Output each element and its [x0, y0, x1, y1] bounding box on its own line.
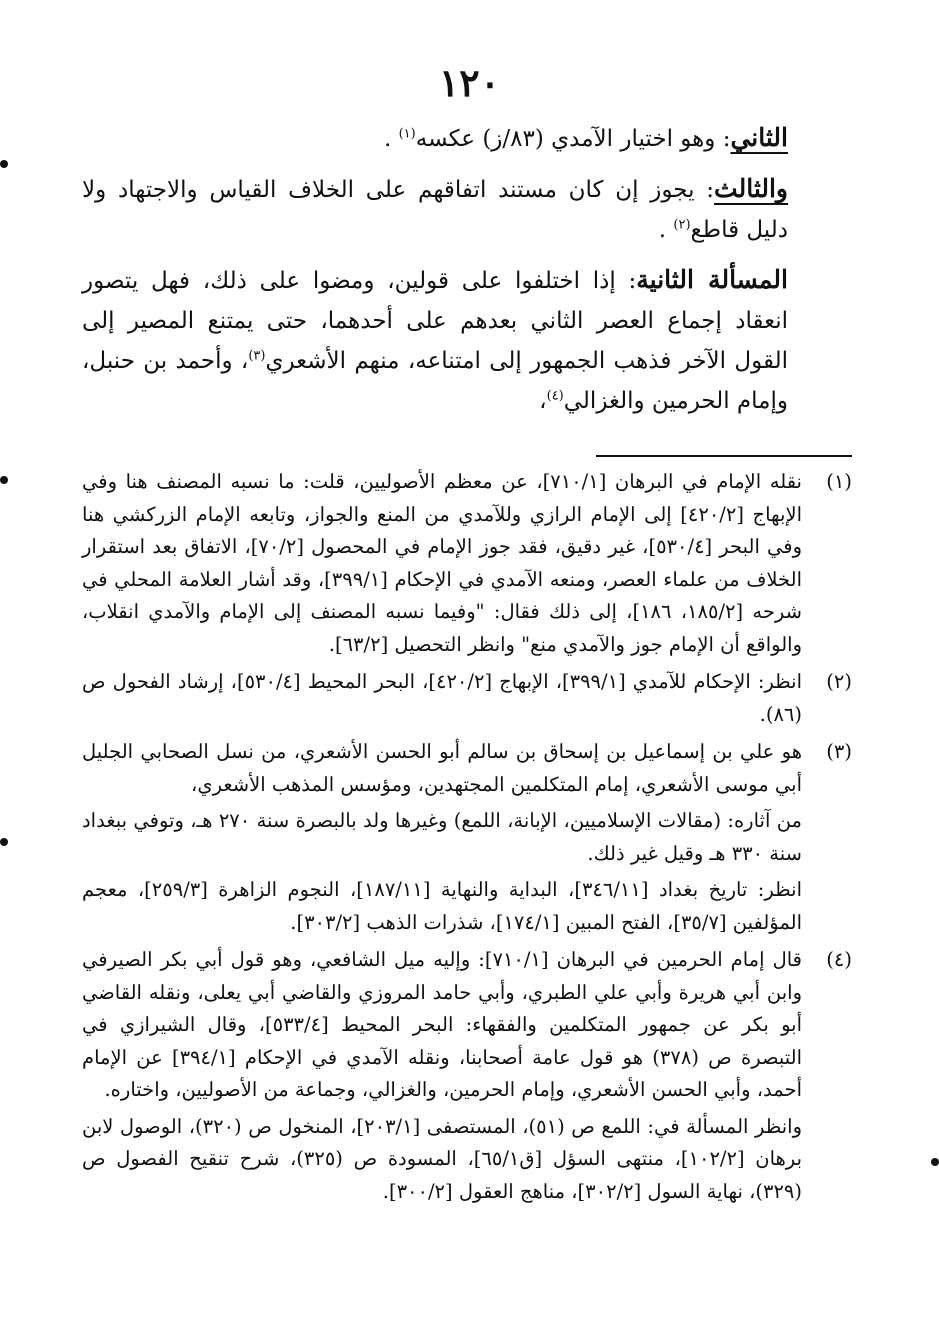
footnote-ref[interactable]: (٣) — [248, 348, 266, 364]
paragraph-third-opinion — [82, 169, 788, 250]
footnote-4 — [82, 944, 852, 1208]
footnote-2 — [82, 666, 852, 731]
paragraph-second-issue — [82, 260, 788, 421]
footnote-ref[interactable]: (١) — [398, 126, 416, 142]
paragraph-end: . — [658, 217, 674, 243]
paragraph-heading: والثالث — [714, 174, 788, 203]
footnote-mark: (٤) — [826, 948, 852, 971]
footnote-text: انظر: الإحكام للآمدي [٣٩٩/١]، الإبهاج [٤٢٠/٢]، البحر المحيط [٥٣٠/٤]، إرشاد الفحول ص (٨٦). — [82, 670, 802, 726]
footnote-mark: (١) — [826, 470, 852, 493]
paragraph-end: ، — [539, 388, 547, 414]
paragraph-text: : إذا اختلفوا على قولين، ومضوا على ذلك، فهل يتصور انعقاد إجماع العصر الثاني بعدهم على أحدهما، حتى يمتنع المصير إلى القول الآخر فذهب الجمهور إلى امتناعه، منهم الأشعري — [82, 268, 788, 374]
main-text — [82, 118, 788, 431]
footnote-separator — [596, 455, 852, 457]
footnote-1 — [82, 466, 852, 661]
paragraph-heading: المسألة الثانية — [636, 265, 788, 294]
paragraph-text: : يجوز إن كان مستند اتفاقهم على الخلاف القياس والاجتهاد ولا دليل قاطع — [82, 177, 788, 243]
footnote-ref[interactable]: (٤) — [546, 388, 564, 404]
footnote-text: انظر: تاريخ بغداد [٣٤٦/١١]، البداية والنهاية [١٨٧/١١]، النجوم الزاهرة [٢٥٩/٣]، معجم المؤلفين [٣٥/٧]، الفتح المبين [١٧٤/١]، شذرات الذهب [٣٠٣/٢]. — [82, 878, 802, 934]
footnote-3 — [82, 736, 852, 939]
scan-mark — [931, 1158, 939, 1166]
scan-mark — [0, 838, 8, 846]
paragraph-end: . — [383, 126, 399, 152]
scan-mark — [0, 476, 8, 484]
paragraph-text: : وهو اختيار الآمدي (٨٣/ز) عكسه — [415, 126, 731, 152]
footnote-text: من آثاره: (مقالات الإسلاميين، الإبانة، اللمع) وغيرها ولد بالبصرة سنة ٢٧٠ هـ، وتوفي ببغداد سنة ٣٣٠ هـ وقيل غير ذلك. — [82, 809, 802, 865]
footnote-text: نقله الإمام في البرهان [٧١٠/١]، عن معظم الأصوليين، قلت: ما نسبه المصنف هنا وفي الإبهاج [٤٢٠/٢] إلى الإمام الرازي وللآمدي من المنع والجواز، وتابعه الإمام الزركشي هنا وفي البحر [٥٣٠/٤]، غير دقيق، فقد جوز الإمام في المحصول [٧٠/٢]، الاتفاق بعد استقرار الخلاف من علماء العصر، ومنعه الآمدي في الإحكام [٣٩٩/١]، وقد أشار العلامة المحلي في شرحه [١٨٥/٢، ١٨٦]، إلى ذلك فقال: "وفيما نسبه المصنف إلى الإمام والآمدي انقلاب، والواقع أن الإمام جوز والآمدي منع" وانظر التحصيل [٦٣/٢]. — [82, 470, 803, 656]
footnote-ref[interactable]: (٢) — [673, 217, 691, 233]
page-number: ١٢٠ — [438, 60, 501, 105]
footnote-text: هو علي بن إسماعيل بن إسحاق بن سالم أبو الحسن الأشعري، من نسل الصحابي الجليل أبي موسى الأشعري، إمام المتكلمين المجتهدين، ومؤسس المذهب الأشعري، — [82, 740, 802, 796]
footnote-text: وانظر المسألة في: اللمع ص (٥١)، المستصفى [٢٠٣/١]، المنخول ص (٣٢٠)، الوصول لابن برهان [١٠٢/٢]، منتهى السؤل [ق٦٥/١]، المسودة ص (٣٢٥)، شرح تنقيح الفصول ص (٣٢٩)، نهاية السول [٣٠٢/٢]، مناهج العقول [٣٠٠/٢]. — [82, 1114, 802, 1203]
scan-mark — [0, 160, 8, 168]
footnote-mark: (٢) — [826, 670, 852, 693]
paragraph-heading: الثاني — [730, 123, 788, 152]
paragraph-text-continued: ، وأحمد بن حنبل، وإمام الحرمين والغزالي — [82, 348, 788, 414]
footnote-text: قال إمام الحرمين في البرهان [٧١٠/١]: وإليه ميل الشافعي، وهو قول أبي بكر الصيرفي وابن أبي هريرة وأبي علي الطبري، وأبي حامد المروزي والقاضي أبي يعلى، ونقله القاضي أبو بكر عن جمهور المتكلمين والفقهاء: البحر المحيط [٥٣٣/٤]، وقال الشيرازي في التبصرة ص (٣٧٨) هو قول عامة أصحابنا، ونقله الآمدي في الإحكام [٣٩٤/١] عن الإمام أحمد، وأبي الحسن الأشعري، وإمام الحرمين، والغزالي، وجماعة من الأصوليين، واختاره. — [82, 948, 802, 1101]
paragraph-second-opinion — [82, 118, 788, 159]
footnote-mark: (٣) — [826, 740, 852, 763]
footnotes — [82, 466, 852, 1213]
